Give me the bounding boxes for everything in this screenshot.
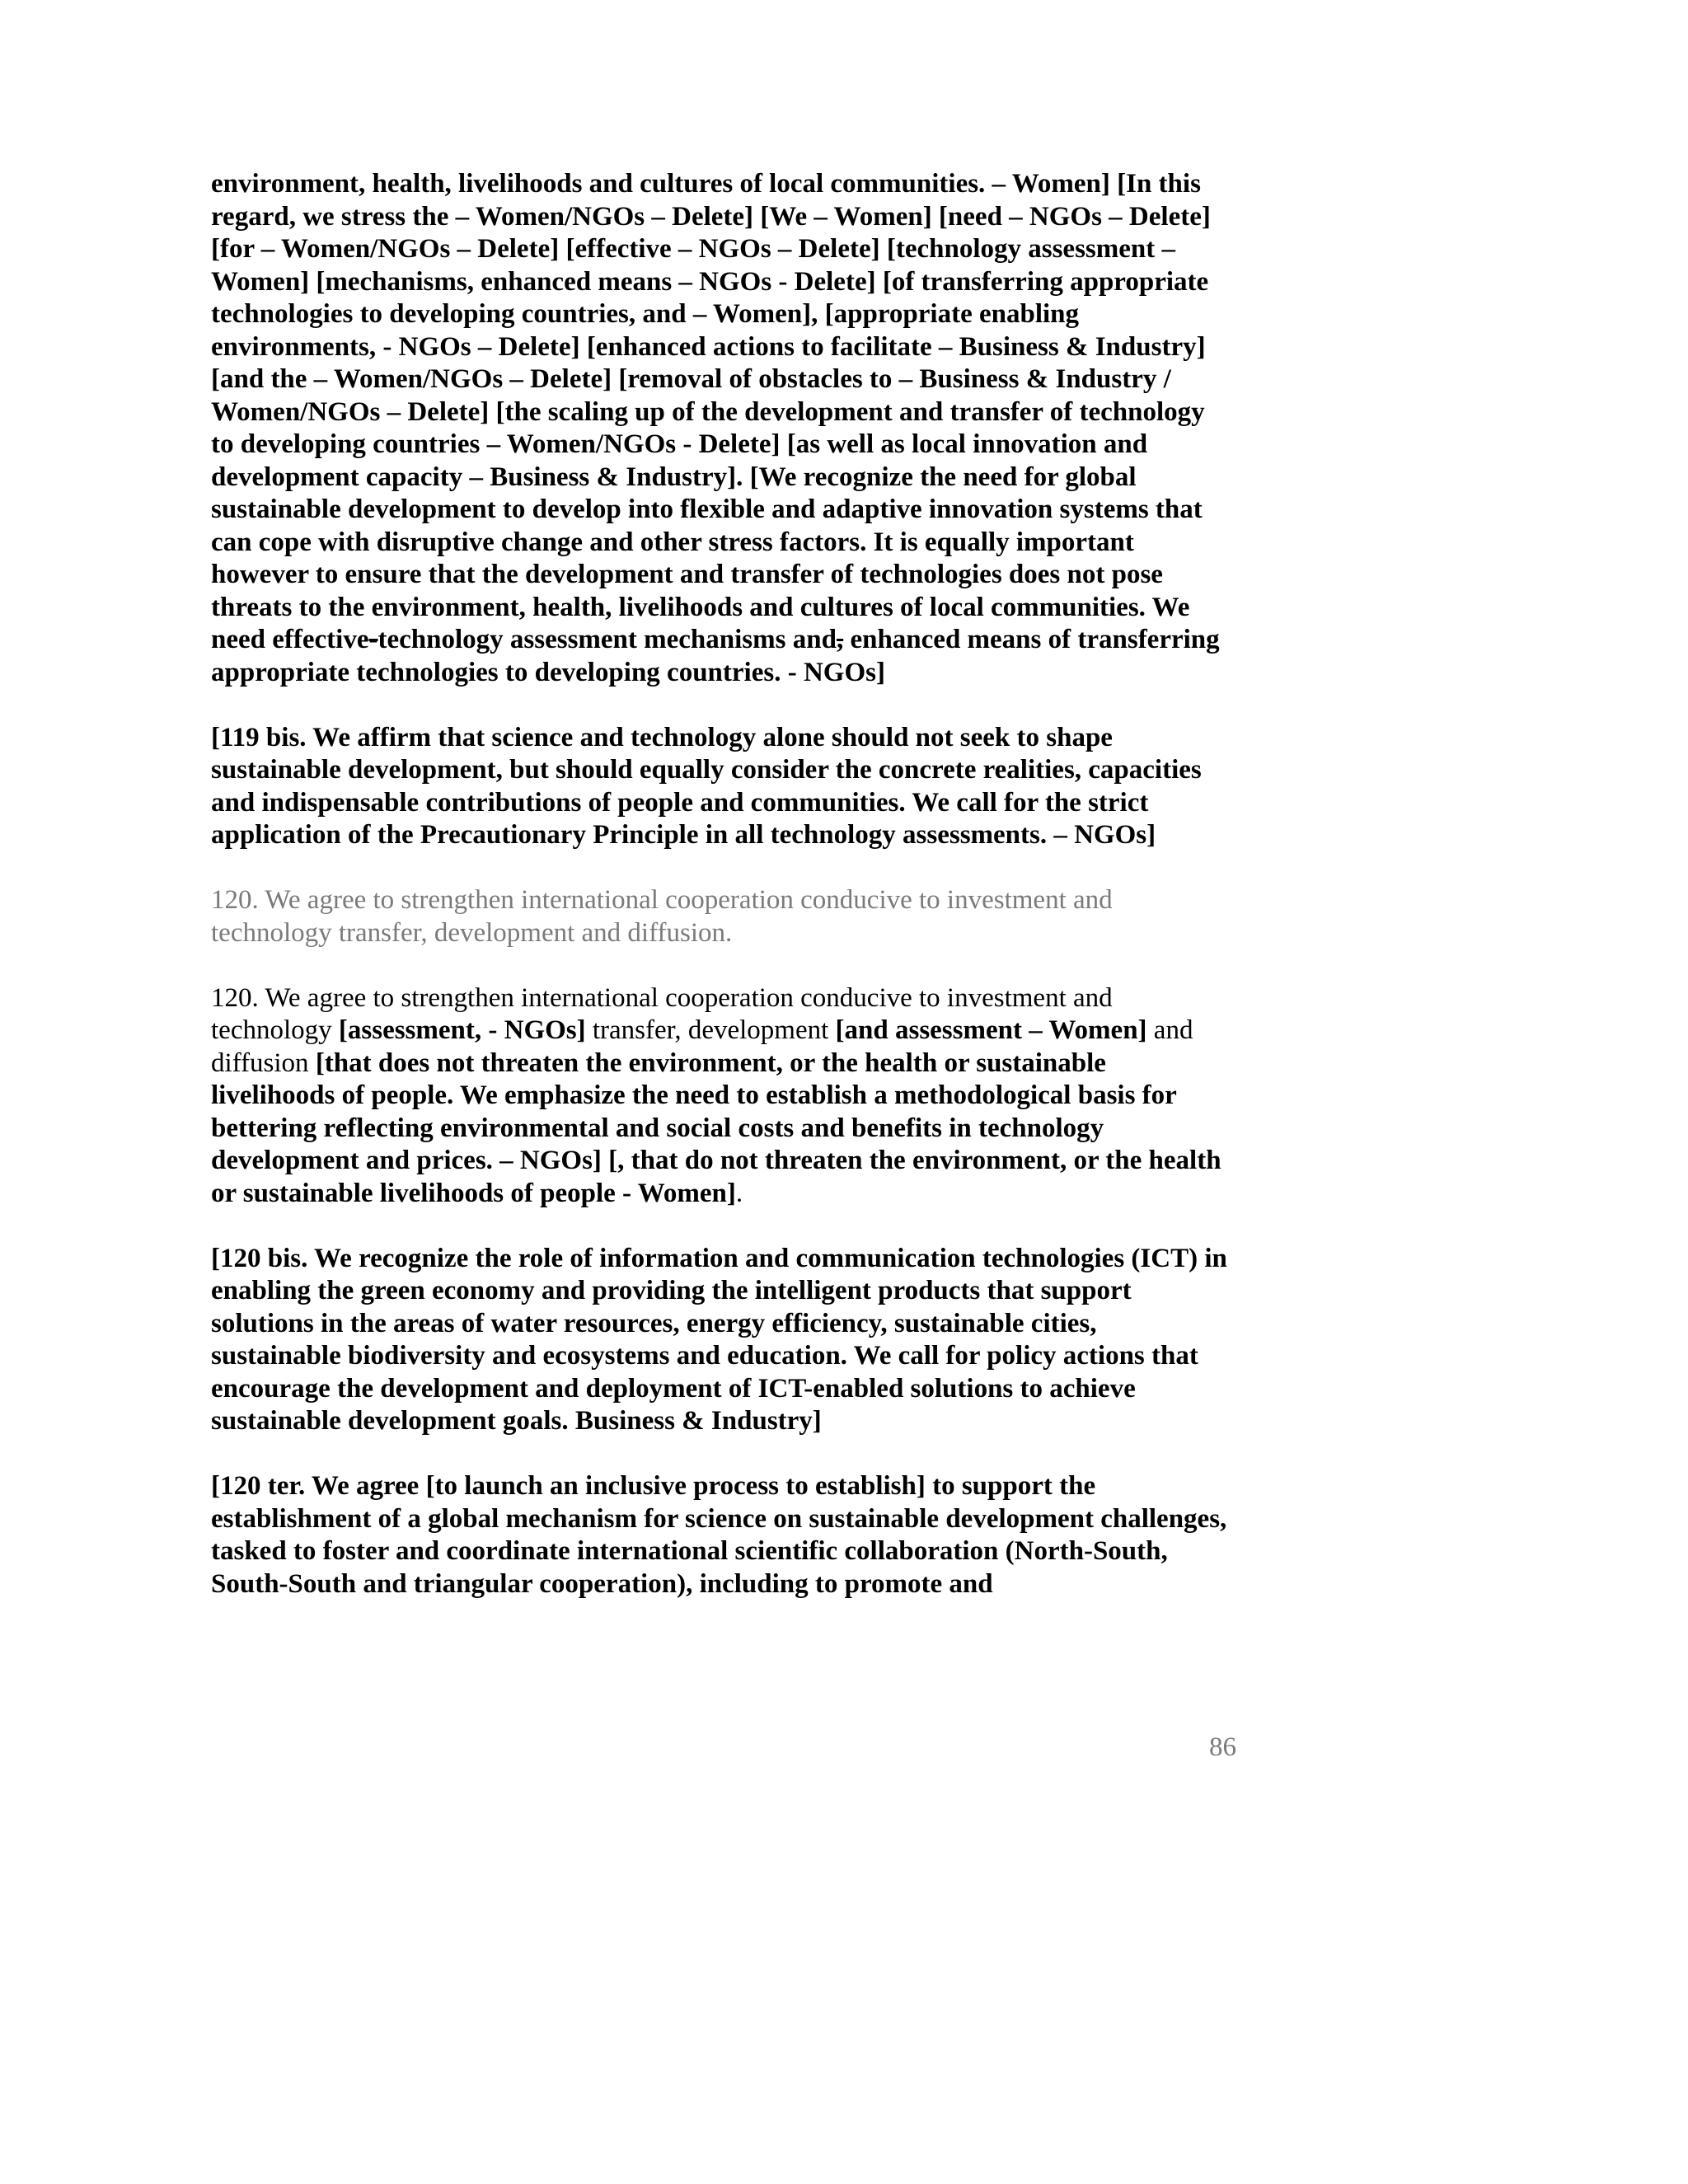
paragraph-120-ter: [120 ter. We agree [to launch an inclusive process to establish] to support the establishment of a global mechanism for science on sustainable development challenges, tasked to foster and coordinate international scientific collaboration (North-South, South-South and triangular cooperation), including to promote and: [211, 1471, 1227, 1599]
paragraph-120-bis: [120 bis. We recognize the role of information and communication technologies (ICT) in enabling the green economy and providing the intelligent products that support solutions in the areas of water resources, energy efficiency, sustainable cities, sustainable biodiversity and ecosystems and education. We call for policy actions that encourage the development and deployment of ICT-enabled solutions to achieve sustainable development goals. Business & Industry]: [211, 1243, 1227, 1436]
document-body: [211, 168, 1233, 1633]
struck-text: ,: [836, 625, 844, 654]
paragraph-119-bis: [119 bis. We affirm that science and technology alone should not seek to shape sustainable development, but should equally consider the concrete realities, capacities and indispensable contributions of people and communities. We call for the strict application of the Precautionary Principle in all technology assessments. – NGOs]: [211, 722, 1202, 850]
paragraph-text: transfer, development: [585, 1015, 836, 1045]
inserted-text: [that does not threaten the environment, or the health or sustainable livelihoods of people. We emphasize the need to establish a methodological basis for bettering reflecting environmental and social costs and benefits in technology development and prices. – NGOs] [, that do not threaten the environment, or the health or sustainable livelihoods of people - Women]: [211, 1047, 1221, 1208]
paragraph-text: 120. We agree to strengthen international cooperation conducive to investment and technology: [211, 982, 1113, 1045]
paragraph-text: and diffusion: [211, 1015, 1193, 1078]
paragraph-text: environment, health, livelihoods and cultures of local communities. – Women] [In this regard, we stress the – Women/NGOs – Delete] [We – Women] [need – NGOs – Delete] [for – Women/NGOs – Delete] [effective – NGOs – Delete] [technology assessment –Women] [mechanisms, enhanced means – NGOs - Delete] [of transferring appropriate technologies to developing countries, and – Women], [appropriate enabling environments, - NGOs – Delete] [enhanced actions to facilitate – Business & Industry] [and the – Women/NGOs – Delete] [removal of obstacles to – Business & Industry / Women/NGOs – Delete] [the scaling up of the development and transfer of technology to developing countries – Women/NGOs - Delete] [as well as local innovation and development capacity – Business & Industry]. [We recognize the need for global sustainable development to develop into flexible and adaptive innovation systems that can cope with disruptive change and other stress factors. It is equally important however to ensure that the development and transfer of technologies does not pose threats to the environment, health, livelihoods and cultures of local communities. We need effective: [211, 169, 1211, 654]
paragraph-text: technology assessment mechanisms and: [377, 625, 837, 654]
struck-text: -: [368, 625, 378, 654]
inserted-text: [and assessment – Women]: [835, 1015, 1147, 1045]
paragraph-text: .: [735, 1178, 743, 1208]
page-number: 86: [1209, 1732, 1236, 1762]
paragraph-119-continuation: [211, 168, 1233, 689]
paragraph-120-amended: [211, 982, 1233, 1211]
paragraph-text: enhanced means of transferring appropriate technologies to developing countries. - NGOs]: [211, 625, 1220, 687]
inserted-text: [assessment, - NGOs]: [338, 1015, 586, 1045]
paragraph-120-original: 120. We agree to strengthen international cooperation conducive to investment and technology transfer, development and diffusion.: [211, 885, 1113, 948]
